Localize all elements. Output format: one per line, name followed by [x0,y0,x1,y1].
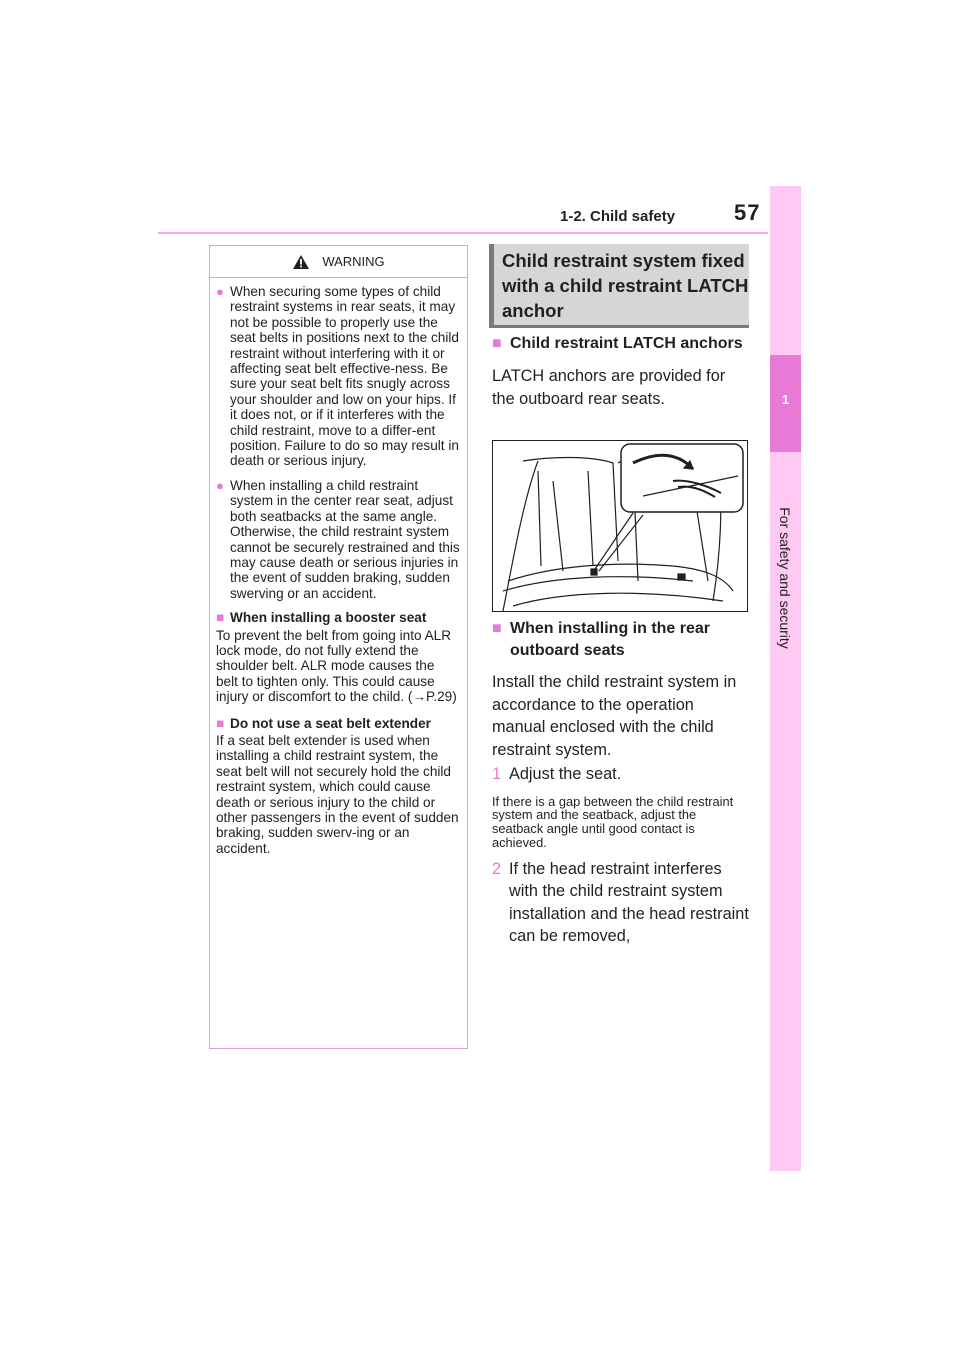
warning-bullet-text: When installing a child restraint system in the center rear seat, adjust both seatbacks at the same angle. Otherwise, the child restraint system cannot be securely restrained and this may cause death or serious injuries in the event of sudden braking, sudden swerving or an accident. [230,477,460,601]
section-title-box [489,244,749,328]
step-text: If the head restraint interferes with the child restraint system installation and the head restraint can be removed, [509,859,749,946]
chapter-side-tab [770,186,801,1171]
step-2 [492,858,750,948]
arrow-right-icon: → [412,689,427,705]
step-text: Adjust the seat. [509,765,622,783]
extender-paragraph: If a seat belt extender is used when installing a child restraint system, the seat belt will not securely hold the child restraint system, which could cause death or serious injury to the child or other passengers in the event of sudden braking, sudden swerv-ing or an accident. [216,732,459,856]
warning-title: WARNING [322,254,385,269]
section-header: 1-2. Child safety [560,208,676,225]
warning-header [210,246,467,278]
step-1 [492,763,750,786]
square-bullet-icon: ■ [216,715,225,731]
warning-bullet-text: When securing some types of child restraint systems in rear seats, it may not be possible to properly use the seat belts in positions next to the child restraint without interfering with it or affecting seat belt effective-ness. Be sure your seat belt fits snugly across your shoulder and low on your hips. If it does not, or if it interferes with the child restraint, move to a differ-ent position. Failure to do so may result in death or serious injury. [230,284,459,469]
chapter-title: For safety and security [777,507,793,649]
page-number: 57 [734,200,761,225]
warning-bullet [216,284,460,469]
step-number: 1 [492,765,502,783]
extender-heading: ■ Do not use a seat belt extender [216,715,431,731]
chapter-number: 1 [781,392,790,407]
square-bullet-icon: ■ [492,620,502,637]
page-reference-link[interactable]: P.29) [426,689,457,705]
section-title: Child restraint system fixed with a child restraint LATCH anchor [502,250,749,321]
header-divider [158,232,768,234]
latch-heading: ■ Child restraint LATCH anchors [492,333,750,355]
booster-heading: ■ When installing a booster seat [216,610,427,626]
square-bullet-icon: ■ [216,610,225,626]
bullet-icon: ● [216,284,224,299]
outboard-text: Install the child restraint system in accordance to the operation manual enclosed with the child restraint system. [492,673,737,759]
warning-triangle-icon [292,254,310,270]
booster-paragraph: To prevent the belt from going into ALR lock mode, do not fully extend the shoulder belt. ALR mode causes the belt to tighten only. This could cause injury or discomfort to the child. (→P.29) [216,627,457,705]
step-number: 2 [492,859,502,878]
warning-box [209,245,468,1049]
rear-seat-latch-illustration [493,441,747,611]
square-bullet-icon: ■ [492,335,502,352]
bullet-icon: ● [216,477,224,493]
warning-bullet [216,478,460,601]
step-1-note: If there is a gap between the child restraint system and the seatback, adjust the seatback angle until good contact is achieved. [492,793,734,850]
latch-anchor-figure [492,440,748,612]
latch-text: LATCH anchors are provided for the outboard rear seats. [492,367,726,408]
outboard-heading: ■ When installing in the rear outboard seats [492,618,750,662]
